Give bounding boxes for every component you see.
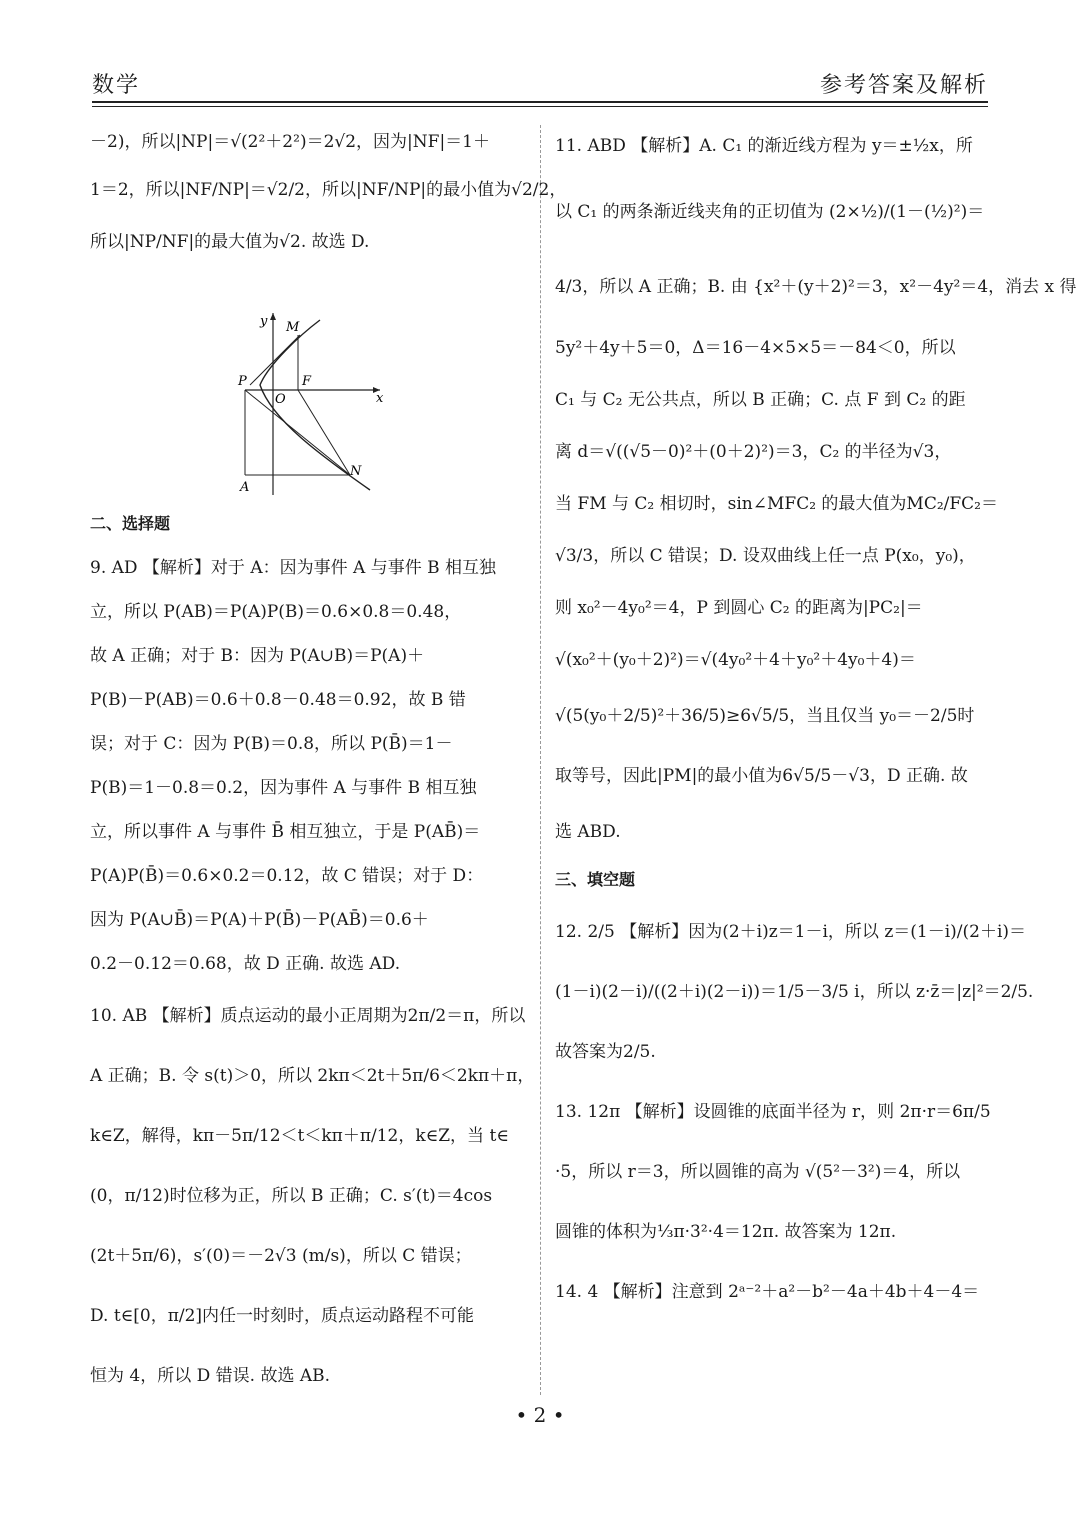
q12-line: 12. 2/5 【解析】因为(2＋i)z＝1－i，所以 z＝(1－i)/(2＋i)＝: [555, 922, 1027, 942]
section-heading-choice: 二、选择题: [90, 514, 171, 533]
q9-line: P(B)＝1－0.8＝0.2，因为事件 A 与事件 B 相互独: [90, 778, 477, 798]
header-rule-thin: [92, 106, 988, 107]
q11-line: C₁ 与 C₂ 无公共点，所以 B 正确；C. 点 F 到 C₂ 的距: [555, 390, 966, 410]
q11-line: 取等号，因此|PM|的最小值为6√5/5－√3，D 正确. 故: [555, 766, 968, 786]
q10-line: (0，π/12)时位移为正，所以 B 正确；C. s′(t)＝4cos: [90, 1186, 493, 1206]
segment-PN: [245, 390, 350, 475]
q10-line: D. t∈[0，π/2]内任一时刻时，质点运动路程不可能: [90, 1306, 475, 1326]
y-axis-arrow: [270, 313, 276, 320]
label-x: x: [376, 391, 384, 406]
page-number: • 2 •: [515, 1403, 565, 1427]
right-column: [555, 120, 1077, 1322]
segment-FN: [298, 390, 350, 475]
q11-line: 5y²＋4y＋5＝0，Δ＝16－4×5×5＝－84＜0，所以: [555, 338, 956, 358]
q9-line: 9. AD 【解析】对于 A：因为事件 A 与事件 B 相互独: [90, 558, 496, 578]
q11-line: 则 x₀²－4y₀²＝4，P 到圆心 C₂ 的距离为|PC₂|＝: [555, 598, 923, 618]
q13-line: 圆锥的体积为⅓π·3²·4＝12π. 故答案为 12π.: [555, 1222, 897, 1242]
header-rule: [92, 101, 988, 103]
q9-line: 立，所以 P(AB)＝P(A)P(B)＝0.6×0.8＝0.48，: [90, 602, 462, 622]
geometry-figure: [230, 305, 384, 500]
column-divider: [540, 125, 541, 1395]
q11-line: 选 ABD.: [555, 822, 621, 842]
q11-line: 离 d＝√((√5－0)²＋(0＋2)²)＝3，C₂ 的半径为√3，: [555, 442, 952, 462]
q14-line: 14. 4 【解析】注意到 2ᵃ⁻²＋a²－b²－4a＋4b＋4－4＝: [555, 1282, 980, 1302]
label-O: O: [275, 392, 286, 407]
q9-line: P(A)P(B̄)＝0.6×0.2＝0.12，故 C 错误；对于 D：: [90, 866, 484, 886]
q12-line: 故答案为2/5.: [555, 1042, 656, 1062]
q10-line: 恒为 4，所以 D 错误. 故选 AB.: [90, 1366, 331, 1386]
q12-line: (1－i)(2－i)/((2＋i)(2－i))＝1/5－3/5 i，所以 z·z̄＝|z|²＝2/5.: [555, 982, 1034, 1002]
q13-line: 13. 12π 【解析】设圆锥的底面半径为 r，则 2π·r＝6π/5: [555, 1102, 991, 1122]
q9-line: 立，所以事件 A 与事件 B̄ 相互独立，于是 P(AB̄)＝: [90, 822, 481, 842]
label-y: y: [260, 314, 268, 329]
q9-line: 误；对于 C：因为 P(B)＝0.8，所以 P(B̄)＝1－: [90, 734, 453, 754]
q9-line: 因为 P(A∪B̄)＝P(A)＋P(B̄)－P(AB̄)＝0.6＋: [90, 910, 429, 930]
text-line: －2)，所以|NP|＝√(2²＋2²)＝2√2，因为|NF|＝1＋: [90, 132, 490, 152]
q11-line: 当 FM 与 C₂ 相切时，sin∠MFC₂ 的最大值为MC₂/FC₂＝: [555, 494, 998, 514]
label-M: M: [286, 320, 300, 335]
page-header: [92, 62, 988, 102]
q9-line: 故 A 正确；对于 B：因为 P(A∪B)＝P(A)＋: [90, 646, 425, 666]
q11-line: 以 C₁ 的两条渐近线夹角的正切值为 (2×½)/(1－(½)²)＝: [555, 202, 985, 222]
label-F: F: [302, 374, 312, 389]
q9-line: P(B)－P(AB)＝0.6＋0.8－0.48＝0.92，故 B 错: [90, 690, 466, 710]
text-line: 所以|NP/NF|的最大值为√2. 故选 D.: [90, 232, 370, 252]
q9-line: 0.2－0.12＝0.68，故 D 正确. 故选 AD.: [90, 954, 401, 974]
subject-title: 数学: [92, 73, 141, 98]
q11-line: √(x₀²＋(y₀＋2)²)＝√(4y₀²＋4＋y₀²＋4y₀＋4)＝: [555, 650, 916, 670]
q10-line: (2t＋5π/6)，s′(0)＝－2√3 (m/s)，所以 C 错误；: [90, 1246, 472, 1266]
q11-line: √(5(y₀＋2/5)²＋36/5)≥6√5/5，当且仅当 y₀＝－2/5时: [555, 706, 975, 726]
text-line: 1＝2，所以|NF/NP|＝√2/2，所以|NF/NP|的最小值为√2/2，: [90, 180, 567, 200]
q11-line: 4/3，所以 A 正确；B. 由 {x²＋(y＋2)²＝3，x²－4y²＝4，消去 x 得: [555, 277, 1077, 297]
q10-line: 10. AB 【解析】质点运动的最小正周期为2π/2＝π，所以: [90, 1006, 526, 1026]
q10-line: A 正确；B. 令 s(t)＞0，所以 2kπ＜2t＋5π/6＜2kπ＋π，: [90, 1066, 535, 1086]
label-P: P: [238, 374, 247, 389]
label-N: N: [350, 464, 362, 479]
section-heading-fill: 三、填空题: [555, 870, 636, 889]
q10-line: k∈Z，解得，kπ－5π/12＜t＜kπ＋π/12，k∈Z，当 t∈: [90, 1126, 509, 1146]
section-title: 参考答案及解析: [819, 73, 988, 98]
tangent-line: [250, 335, 300, 385]
q11-line: √3/3，所以 C 错误；D. 设双曲线上任一点 P(x₀，y₀)，: [555, 546, 976, 566]
q13-line: ·5，所以 r＝3，所以圆锥的高为 √(5²－3²)＝4，所以: [555, 1162, 961, 1182]
q11-line: 11. ABD 【解析】A. C₁ 的渐近线方程为 y＝±½x，所: [555, 136, 973, 156]
label-A: A: [240, 480, 250, 495]
